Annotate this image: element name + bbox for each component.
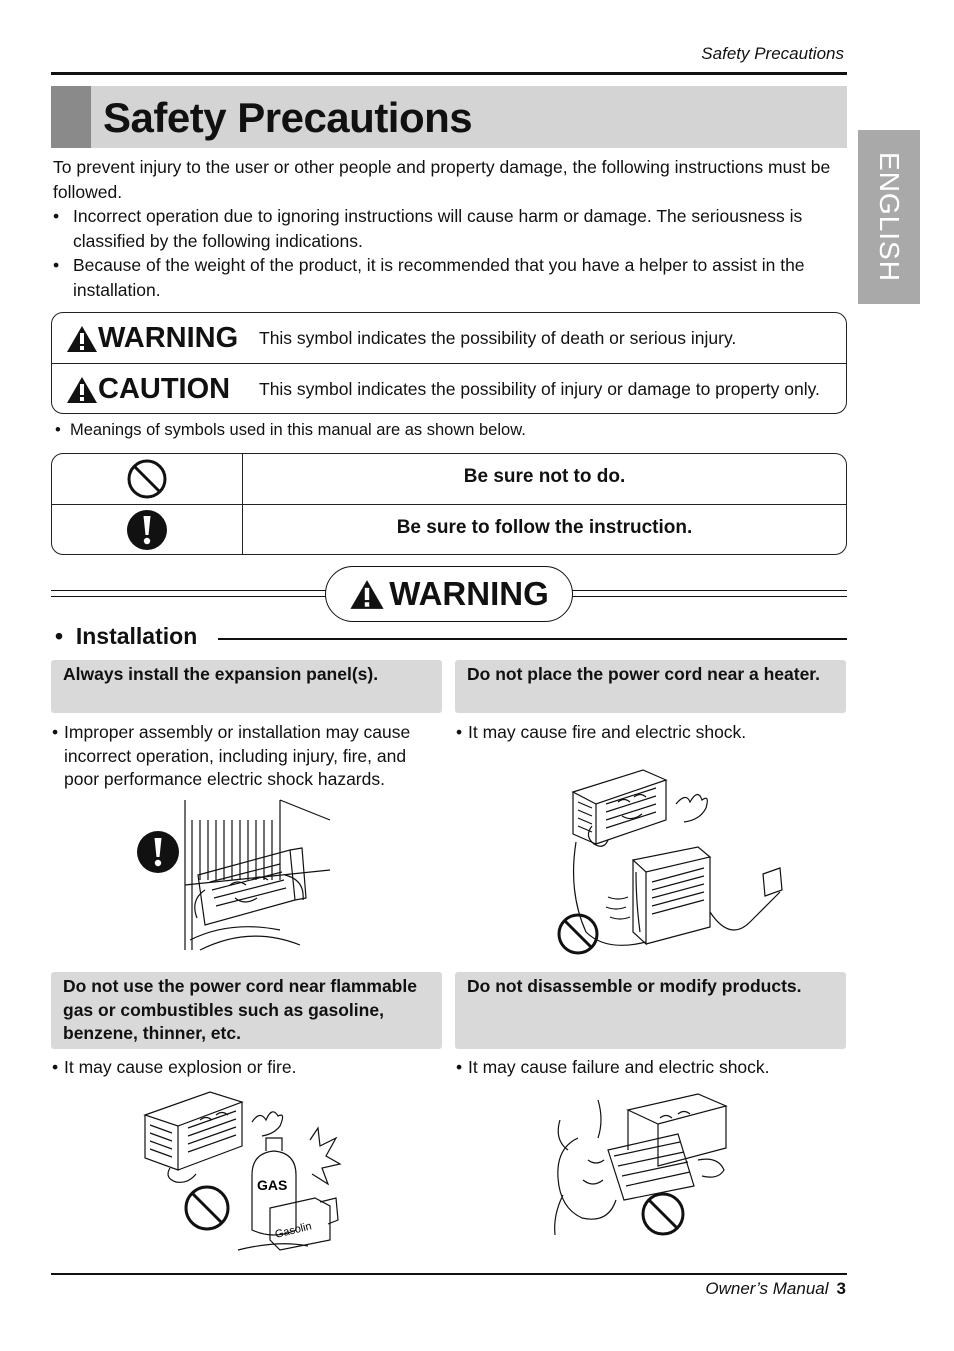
- item-body: [456, 721, 841, 745]
- caution-description: This symbol indicates the possibility of injury or damage to property only.: [259, 379, 820, 399]
- mandatory-icon: [126, 509, 168, 551]
- signal-row-warning: [52, 313, 846, 363]
- symbols-note: • Meanings of symbols used in this manual are as shown below.: [55, 421, 526, 439]
- item-bullet: • Improper assembly or installation may cause incorrect operation, including injury, fire, and poor performance electric shock hazards.: [52, 721, 437, 792]
- page-footer: [705, 1279, 846, 1299]
- page-number: 3: [836, 1279, 846, 1298]
- symbol-row: [52, 504, 846, 555]
- section-rule: [218, 638, 847, 640]
- item-body: [52, 721, 437, 792]
- intro-paragraph: To prevent injury to the user or other people and property damage, the following instructions must be followed.: [53, 157, 831, 202]
- language-tab: [858, 130, 920, 304]
- signal-word-table: [51, 312, 847, 414]
- language-tab-label: ENGLISH: [874, 152, 905, 282]
- gas-illustration: [140, 1080, 360, 1260]
- warning-banner: [325, 566, 573, 622]
- caution-label: CAUTION: [98, 373, 231, 405]
- prohibit-icon: [126, 458, 168, 500]
- item-bullet: • It may cause failure and electric shock.: [456, 1056, 841, 1080]
- caution-triangle-icon: [66, 376, 98, 404]
- symbol-meaning-table: [51, 453, 847, 555]
- caution-signal: [66, 373, 230, 406]
- warning-description: This symbol indicates the possibility of death or serious injury.: [259, 328, 737, 348]
- intro-bullet: • Because of the weight of the product, it is recommended that you have a helper to assist in the installation.: [53, 253, 848, 302]
- gasoline-label: Gasolin: [273, 1220, 313, 1241]
- warning-banner-label: WARNING: [389, 575, 549, 612]
- warning-triangle-icon: [66, 325, 98, 353]
- warning-signal: [66, 322, 238, 355]
- symbol-meaning: Be sure to follow the instruction.: [396, 517, 693, 538]
- expansion-panel-illustration: [130, 790, 340, 960]
- running-header: Safety Precautions: [701, 44, 844, 63]
- title-accent-block: [51, 86, 91, 148]
- warning-label: WARNING: [98, 322, 239, 354]
- footer-label: Owner’s Manual: [705, 1279, 829, 1298]
- bottom-rule: [51, 1273, 847, 1275]
- warning-triangle-icon: [349, 579, 385, 610]
- section-heading: • Installation: [55, 623, 198, 649]
- item-heading: Do not place the power cord near a heater.: [455, 660, 846, 713]
- section-title: Installation: [75, 623, 198, 649]
- item-bullet: • It may cause fire and electric shock.: [456, 721, 841, 745]
- title-bar: [51, 86, 847, 148]
- page-title: Safety Precautions: [103, 94, 473, 141]
- top-rule: [51, 72, 847, 75]
- item-heading: Do not disassemble or modify products.: [455, 972, 846, 1049]
- symbol-cell: [52, 454, 243, 504]
- symbol-meaning: Be sure not to do.: [463, 466, 626, 487]
- item-body: [52, 1056, 437, 1080]
- disassemble-illustration: [548, 1090, 738, 1240]
- gas-label: GAS: [257, 1177, 288, 1193]
- intro-bullet: • Incorrect operation due to ignoring instructions will cause harm or damage. The seriousness is classified by the following indications.: [53, 204, 848, 253]
- signal-row-caution: [52, 363, 846, 414]
- item-heading: Always install the expansion panel(s).: [51, 660, 442, 713]
- symbols-note-text: Meanings of symbols used in this manual are as shown below.: [69, 421, 526, 439]
- item-body: [456, 1056, 841, 1080]
- item-bullet: • It may cause explosion or fire.: [52, 1056, 437, 1080]
- symbol-cell: [52, 505, 243, 555]
- item-heading: Do not use the power cord near flammable gas or combustibles such as gasoline, benzene, thinner, etc.: [51, 972, 442, 1049]
- intro: [53, 155, 848, 302]
- symbol-row: [52, 454, 846, 504]
- heater-illustration: [548, 762, 798, 962]
